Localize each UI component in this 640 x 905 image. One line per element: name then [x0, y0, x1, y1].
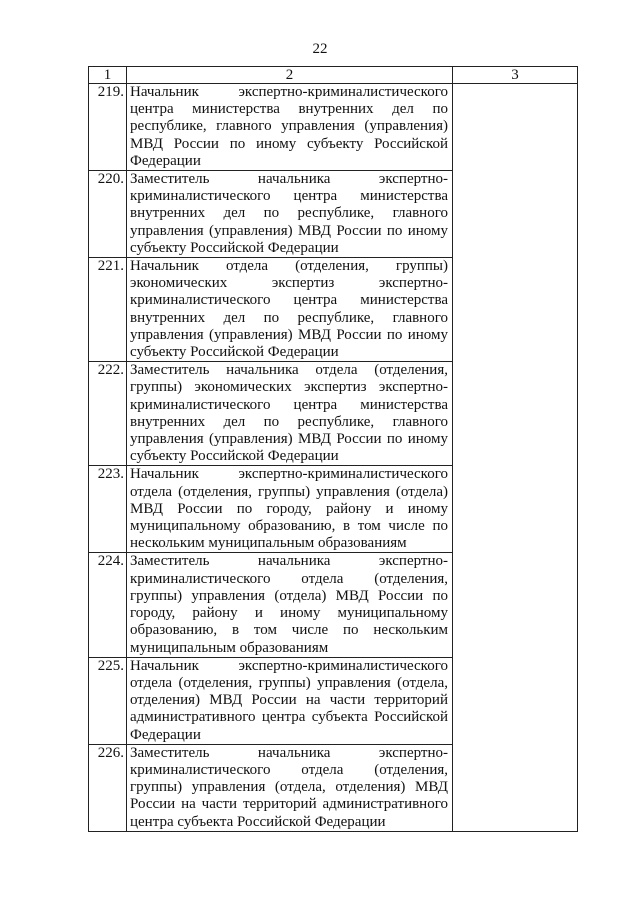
table-row: [89, 553, 578, 657]
row-number: 222.: [89, 362, 127, 466]
column-header-3: 3: [453, 67, 578, 84]
row-number: 226.: [89, 744, 127, 831]
table-row: [89, 362, 578, 466]
row-note: [453, 258, 578, 362]
table-row: [89, 171, 578, 258]
row-number: 220.: [89, 171, 127, 258]
page-number: 22: [312, 41, 328, 57]
column-header-1: 1: [89, 67, 127, 84]
position-title: Начальник экспертно-криминалистического центра министерства внутренних дел по республике, главного управления (управления) МВД России по иному субъекту Российской Федерации: [127, 84, 453, 171]
table-row: [89, 657, 578, 744]
row-number: 225.: [89, 657, 127, 744]
position-title: Начальник экспертно-криминалистического отдела (отделения, группы) управления (отдела, отделения) МВД России на части территорий административного центра субъекта Российской Федерации: [127, 657, 453, 744]
table-row: [89, 84, 578, 171]
table-row: [89, 466, 578, 553]
row-note: [453, 553, 578, 657]
positions-table: [88, 66, 578, 832]
row-number: 221.: [89, 258, 127, 362]
row-note: [453, 744, 578, 831]
position-title: Заместитель начальника экспертно-криминалистического отдела (отделения, группы) управления (отдела) МВД России по городу, району и иному муниципальному образованию, в том числе по нескольким муниципальным образованиям: [127, 553, 453, 657]
row-number: 219.: [89, 84, 127, 171]
position-title: Начальник отдела (отделения, группы) экономических экспертиз экспертно-криминалистического центра министерства внутренних дел по республике, главного управления (управления) МВД России по иному субъекту Российской Федерации: [127, 258, 453, 362]
row-note: [453, 466, 578, 553]
row-number: 224.: [89, 553, 127, 657]
position-title: Заместитель начальника экспертно-криминалистического отдела (отделения, группы) управления (отдела, отделения) МВД России на части территорий административного центра субъекта Российской Федерации: [127, 744, 453, 831]
table-row: [89, 258, 578, 362]
row-note: [453, 657, 578, 744]
position-title: Заместитель начальника экспертно-криминалистического центра министерства внутренних дел по республике, главного управления (управления) МВД России по иному субъекту Российской Федерации: [127, 171, 453, 258]
table-row: [89, 744, 578, 831]
row-note: [453, 362, 578, 466]
row-note: [453, 171, 578, 258]
table-header-row: [89, 67, 578, 84]
row-number: 223.: [89, 466, 127, 553]
position-title: Заместитель начальника отдела (отделения, группы) экономических экспертиз экспертно-криминалистического центра министерства внутренних дел по республике, главного управления (управления) МВД России по иному субъекту Российской Федерации: [127, 362, 453, 466]
column-header-2: 2: [127, 67, 453, 84]
row-note: [453, 84, 578, 171]
position-title: Начальник экспертно-криминалистического отдела (отделения, группы) управления (отдела) МВД России по городу, району и иному муниципальному образованию, в том числе по нескольким муниципальным образованиям: [127, 466, 453, 553]
